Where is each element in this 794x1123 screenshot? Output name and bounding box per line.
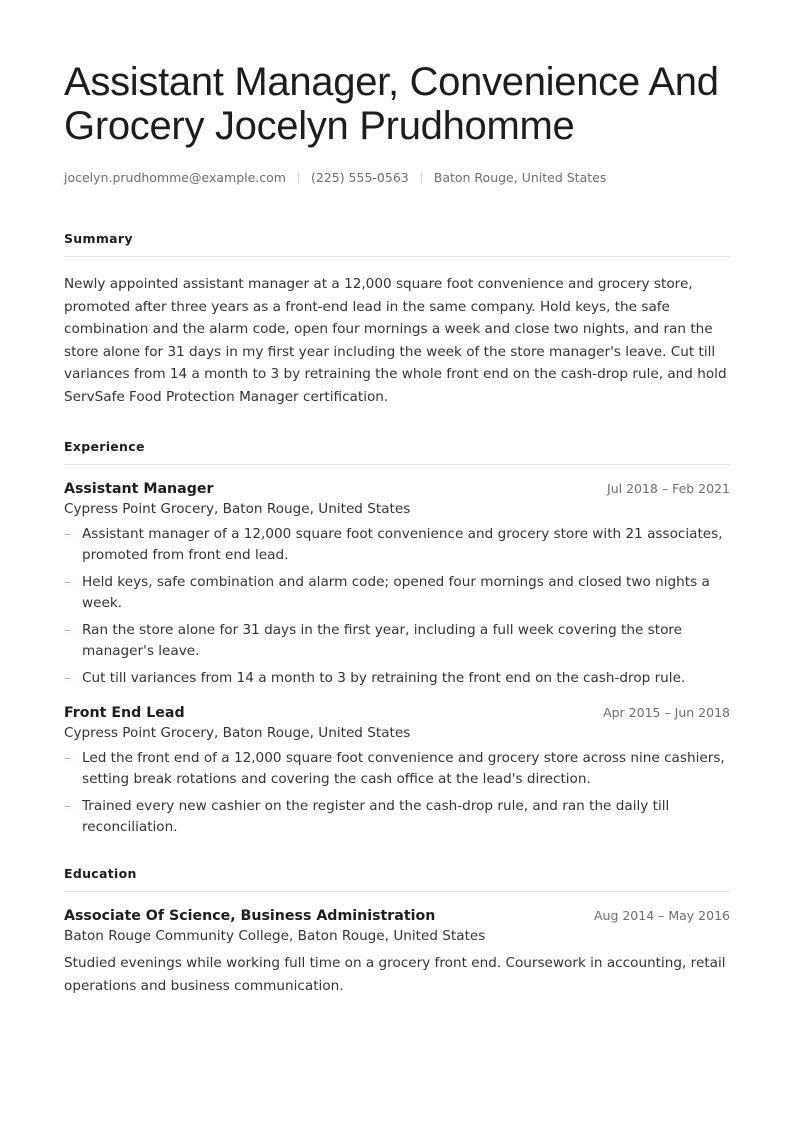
job-company: Cypress Point Grocery, Baton Rouge, United States [64,501,411,517]
bullet-item: – Cut till variances from 14 a month to 3 by retraining the front end on the cash-drop rule. [64,668,730,689]
experience-entry [64,705,730,838]
job-bullets [64,748,730,838]
bullet-item: – Ran the store alone for 31 days in the first year, including a full week covering the store manager's leave. [64,622,683,659]
contact-divider [421,173,422,183]
section-title-education: Education [64,866,730,892]
bullet-item: – Led the front end of a 12,000 square foot convenience and grocery store across nine cashiers, setting break rotations and covering the cash office at the lead's direction. [64,750,725,787]
experience-entry [64,481,730,689]
contact-divider [298,173,299,183]
bullet-item: – Trained every new cashier on the register and the cash-drop rule, and ran the daily till reconciliation. [64,798,670,835]
job-bullets [64,524,730,689]
dash-icon: – [64,798,71,814]
summary-text: Newly appointed assistant manager at a 12,000 square foot convenience and grocery store, promoted after three years as a front-end lead in the same company. Hold keys, the safe combination and the alarm code, open four mornings a week and close two nights, and ran the store alone for 31 days in my first year including the week of the store manager's leave. Cut till variances from 14 a month to 3 by retraining the whole front end on the cash-drop rule, and hold ServSafe Food Protection Manager certification. [64,276,727,405]
job-dates: Jul 2018 – Feb 2021 [607,481,730,496]
job-title: Front End Lead [64,705,185,721]
contact-phone[interactable]: (225) 555-0563 [310,170,409,185]
experience-section [64,439,730,838]
dash-icon: – [64,574,71,590]
contact-email[interactable]: jocelyn.prudhomme@example.com [64,170,286,185]
contact-location: Baton Rouge, United States [433,170,607,185]
dash-icon: – [64,622,71,638]
bullet-item: – Assistant manager of a 12,000 square foot convenience and grocery store with 21 associates, promoted from front end lead. [64,526,723,563]
degree-title: Associate Of Science, Business Administration [64,908,436,924]
job-company: Cypress Point Grocery, Baton Rouge, United States [64,725,411,741]
bullet-item: – Held keys, safe combination and alarm code; opened four mornings and closed two nights a week. [64,574,710,611]
education-entry [64,908,730,997]
school-name: Baton Rouge Community College, Baton Rouge, United States [64,928,486,944]
job-dates: Apr 2015 – Jun 2018 [603,705,730,720]
dash-icon: – [64,526,71,542]
education-section [64,866,730,997]
section-title-experience: Experience [64,439,730,465]
dash-icon: – [64,670,71,686]
dash-icon: – [64,750,71,766]
contact-row [64,170,730,185]
section-title-summary: Summary [64,231,730,257]
summary-section [64,231,730,408]
job-title: Assistant Manager [64,481,214,497]
education-dates: Aug 2014 – May 2016 [593,908,730,923]
resume-name-title: Assistant Manager, Convenience And Grocery Jocelyn Prudhomme [64,60,719,148]
education-description: Studied evenings while working full time on a grocery front end. Coursework in accounting, retail operations and business communication. [64,955,726,994]
